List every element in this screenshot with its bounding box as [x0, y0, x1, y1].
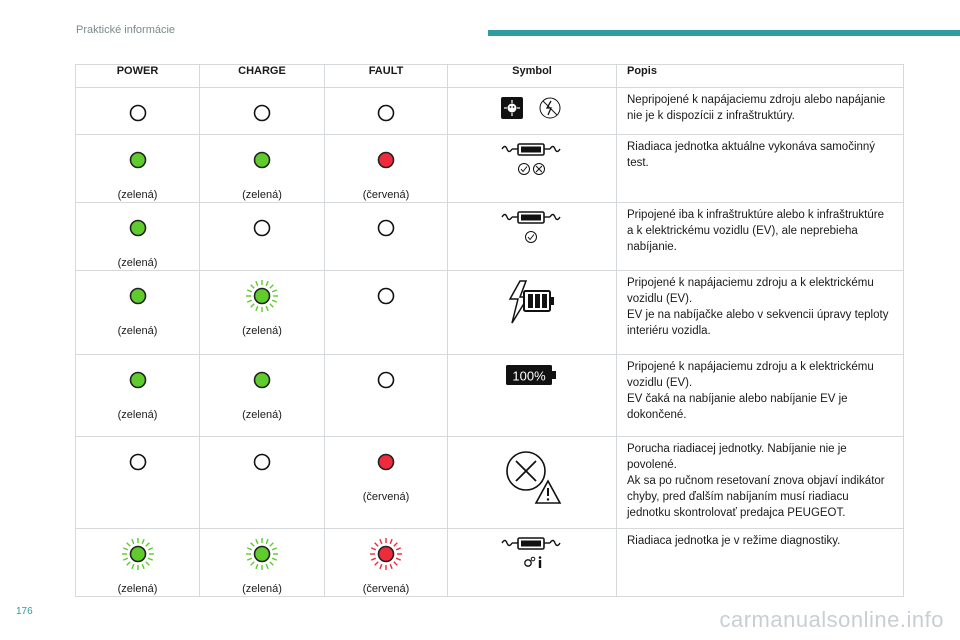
power-cell [76, 529, 200, 597]
fault-led-off-icon [369, 279, 403, 316]
description-text: EV je na nabíjačke alebo v sekvencii úpravy teploty interiéru vozidla. [627, 309, 889, 337]
power-led-caption: (zelená) [117, 325, 158, 337]
description-cell [617, 355, 904, 437]
charge-led-green-icon [245, 143, 279, 180]
fault-cell [325, 355, 448, 437]
charge-cell [200, 529, 325, 597]
header-power: POWER [76, 65, 200, 88]
power-cell [76, 88, 200, 135]
fault-led-red-icon [369, 445, 403, 482]
symbol-cell [448, 135, 617, 203]
power-led-off-icon [121, 445, 155, 482]
fault-led-off-icon [369, 211, 403, 248]
charge-led-caption: (zelená) [242, 409, 282, 421]
charge-led-caption: (zelená) [242, 189, 282, 201]
power-cell [76, 203, 200, 271]
charge-cell [200, 88, 325, 135]
power-led-green-icon [121, 143, 155, 180]
fault-led-caption: (červená) [362, 583, 410, 595]
description-text: Riadiaca jednotka je v režime diagnostiky. [627, 535, 841, 547]
fault-led-off-icon [369, 96, 403, 133]
symbol-cell [448, 203, 617, 271]
charge-led-off-icon [245, 96, 279, 133]
description-text: Ak sa po ručnom resetovaní znova objaví indikátor chyby, pred ďalším nabíjaním musí riadiacu jednotku skontrolovať predajca PEUGEOT. [627, 475, 885, 519]
table-row [76, 135, 904, 203]
section-title: Praktické informácie [76, 24, 176, 36]
header-fault: FAULT [325, 65, 448, 88]
charge-cell [200, 135, 325, 203]
battery-charging-icon [502, 312, 562, 329]
description-text: Pripojené k napájaciemu zdroju a k elektrickému vozidlu (EV). [627, 361, 874, 389]
fault-led-red-icon [369, 143, 403, 180]
fault-led-caption: (červená) [362, 491, 410, 503]
diagnostic-mode-icon [500, 558, 564, 575]
power-led-caption: (zelená) [117, 257, 158, 269]
header-description: Popis [617, 65, 904, 88]
charge-cell [200, 437, 325, 529]
power-led-green-icon [121, 363, 155, 400]
charger-self-test-icon [500, 164, 564, 181]
charge-led-caption: (zelená) [242, 583, 282, 595]
power-led-green-icon [121, 211, 155, 248]
fault-led-off-icon [369, 363, 403, 400]
table-row [76, 437, 904, 529]
fault-cell [325, 437, 448, 529]
power-led-green-icon [121, 279, 155, 316]
charge-cell [200, 203, 325, 271]
power-cell [76, 271, 200, 355]
table-header-row [76, 65, 904, 88]
watermark: carmanualsonline.info [719, 607, 944, 632]
fault-cell [325, 203, 448, 271]
description-cell [617, 135, 904, 203]
description-text: Pripojené iba k infraštruktúre alebo k infraštruktúre a k elektrickému vozidlu (EV), ale neprebieha nabíjanie. [627, 209, 884, 253]
fault-cell [325, 135, 448, 203]
page-number: 176 [16, 606, 33, 617]
description-cell [617, 88, 904, 135]
power-cell [76, 355, 200, 437]
power-led-caption: (zelená) [117, 189, 158, 201]
header-charge: CHARGE [200, 65, 325, 88]
description-cell [617, 437, 904, 529]
power-led-caption: (zelená) [117, 583, 158, 595]
table-row [76, 355, 904, 437]
symbol-cell [448, 529, 617, 597]
power-cell [76, 135, 200, 203]
charge-led-green-blink-icon [245, 537, 279, 574]
table-row [76, 88, 904, 135]
charge-cell [200, 271, 325, 355]
power-cell [76, 437, 200, 529]
symbol-cell [448, 355, 617, 437]
charge-led-off-icon [245, 445, 279, 482]
battery-percent-label: 100% [512, 368, 546, 384]
description-cell [617, 203, 904, 271]
header-symbol: Symbol [448, 65, 617, 88]
description-text: EV čaká na nabíjanie alebo nabíjanie EV je dokončené. [627, 393, 848, 421]
connected-not-charging-icon [500, 232, 564, 249]
charge-led-green-icon [245, 363, 279, 400]
fault-led-red-blink-icon [369, 537, 403, 574]
power-led-caption: (zelená) [117, 409, 158, 421]
header-accent-bar [488, 30, 960, 36]
power-led-off-icon [121, 96, 155, 133]
symbol-cell [448, 88, 617, 135]
description-text: Riadiaca jednotka aktuálne vykonáva samočinný test. [627, 141, 876, 169]
description-cell [617, 271, 904, 355]
description-text: Pripojené k napájaciemu zdroju a k elektrickému vozidlu (EV). [627, 277, 874, 305]
fault-warning-icon [500, 492, 564, 509]
charge-cell [200, 355, 325, 437]
description-text: Nepripojené k napájaciemu zdroju alebo napájanie nie je k dispozícii z infraštruktúry. [627, 94, 886, 122]
table-row [76, 529, 904, 597]
power-led-green-blink-icon [121, 537, 155, 574]
table-row [76, 203, 904, 271]
no-power-and-no-infrastructure-icons [500, 109, 564, 126]
fault-cell [325, 88, 448, 135]
fault-cell [325, 529, 448, 597]
description-cell [617, 529, 904, 597]
description-text: Porucha riadiacej jednotky. Nabíjanie nie je povolené. [627, 443, 847, 471]
battery-full-icon [502, 368, 562, 393]
charge-led-off-icon [245, 211, 279, 248]
fault-led-caption: (červená) [362, 189, 410, 201]
charge-led-green-blink-icon [245, 279, 279, 316]
table-row [76, 271, 904, 355]
symbol-cell [448, 271, 617, 355]
symbol-cell [448, 437, 617, 529]
fault-cell [325, 271, 448, 355]
charge-led-caption: (zelená) [242, 325, 282, 337]
indicator-table [75, 64, 904, 597]
